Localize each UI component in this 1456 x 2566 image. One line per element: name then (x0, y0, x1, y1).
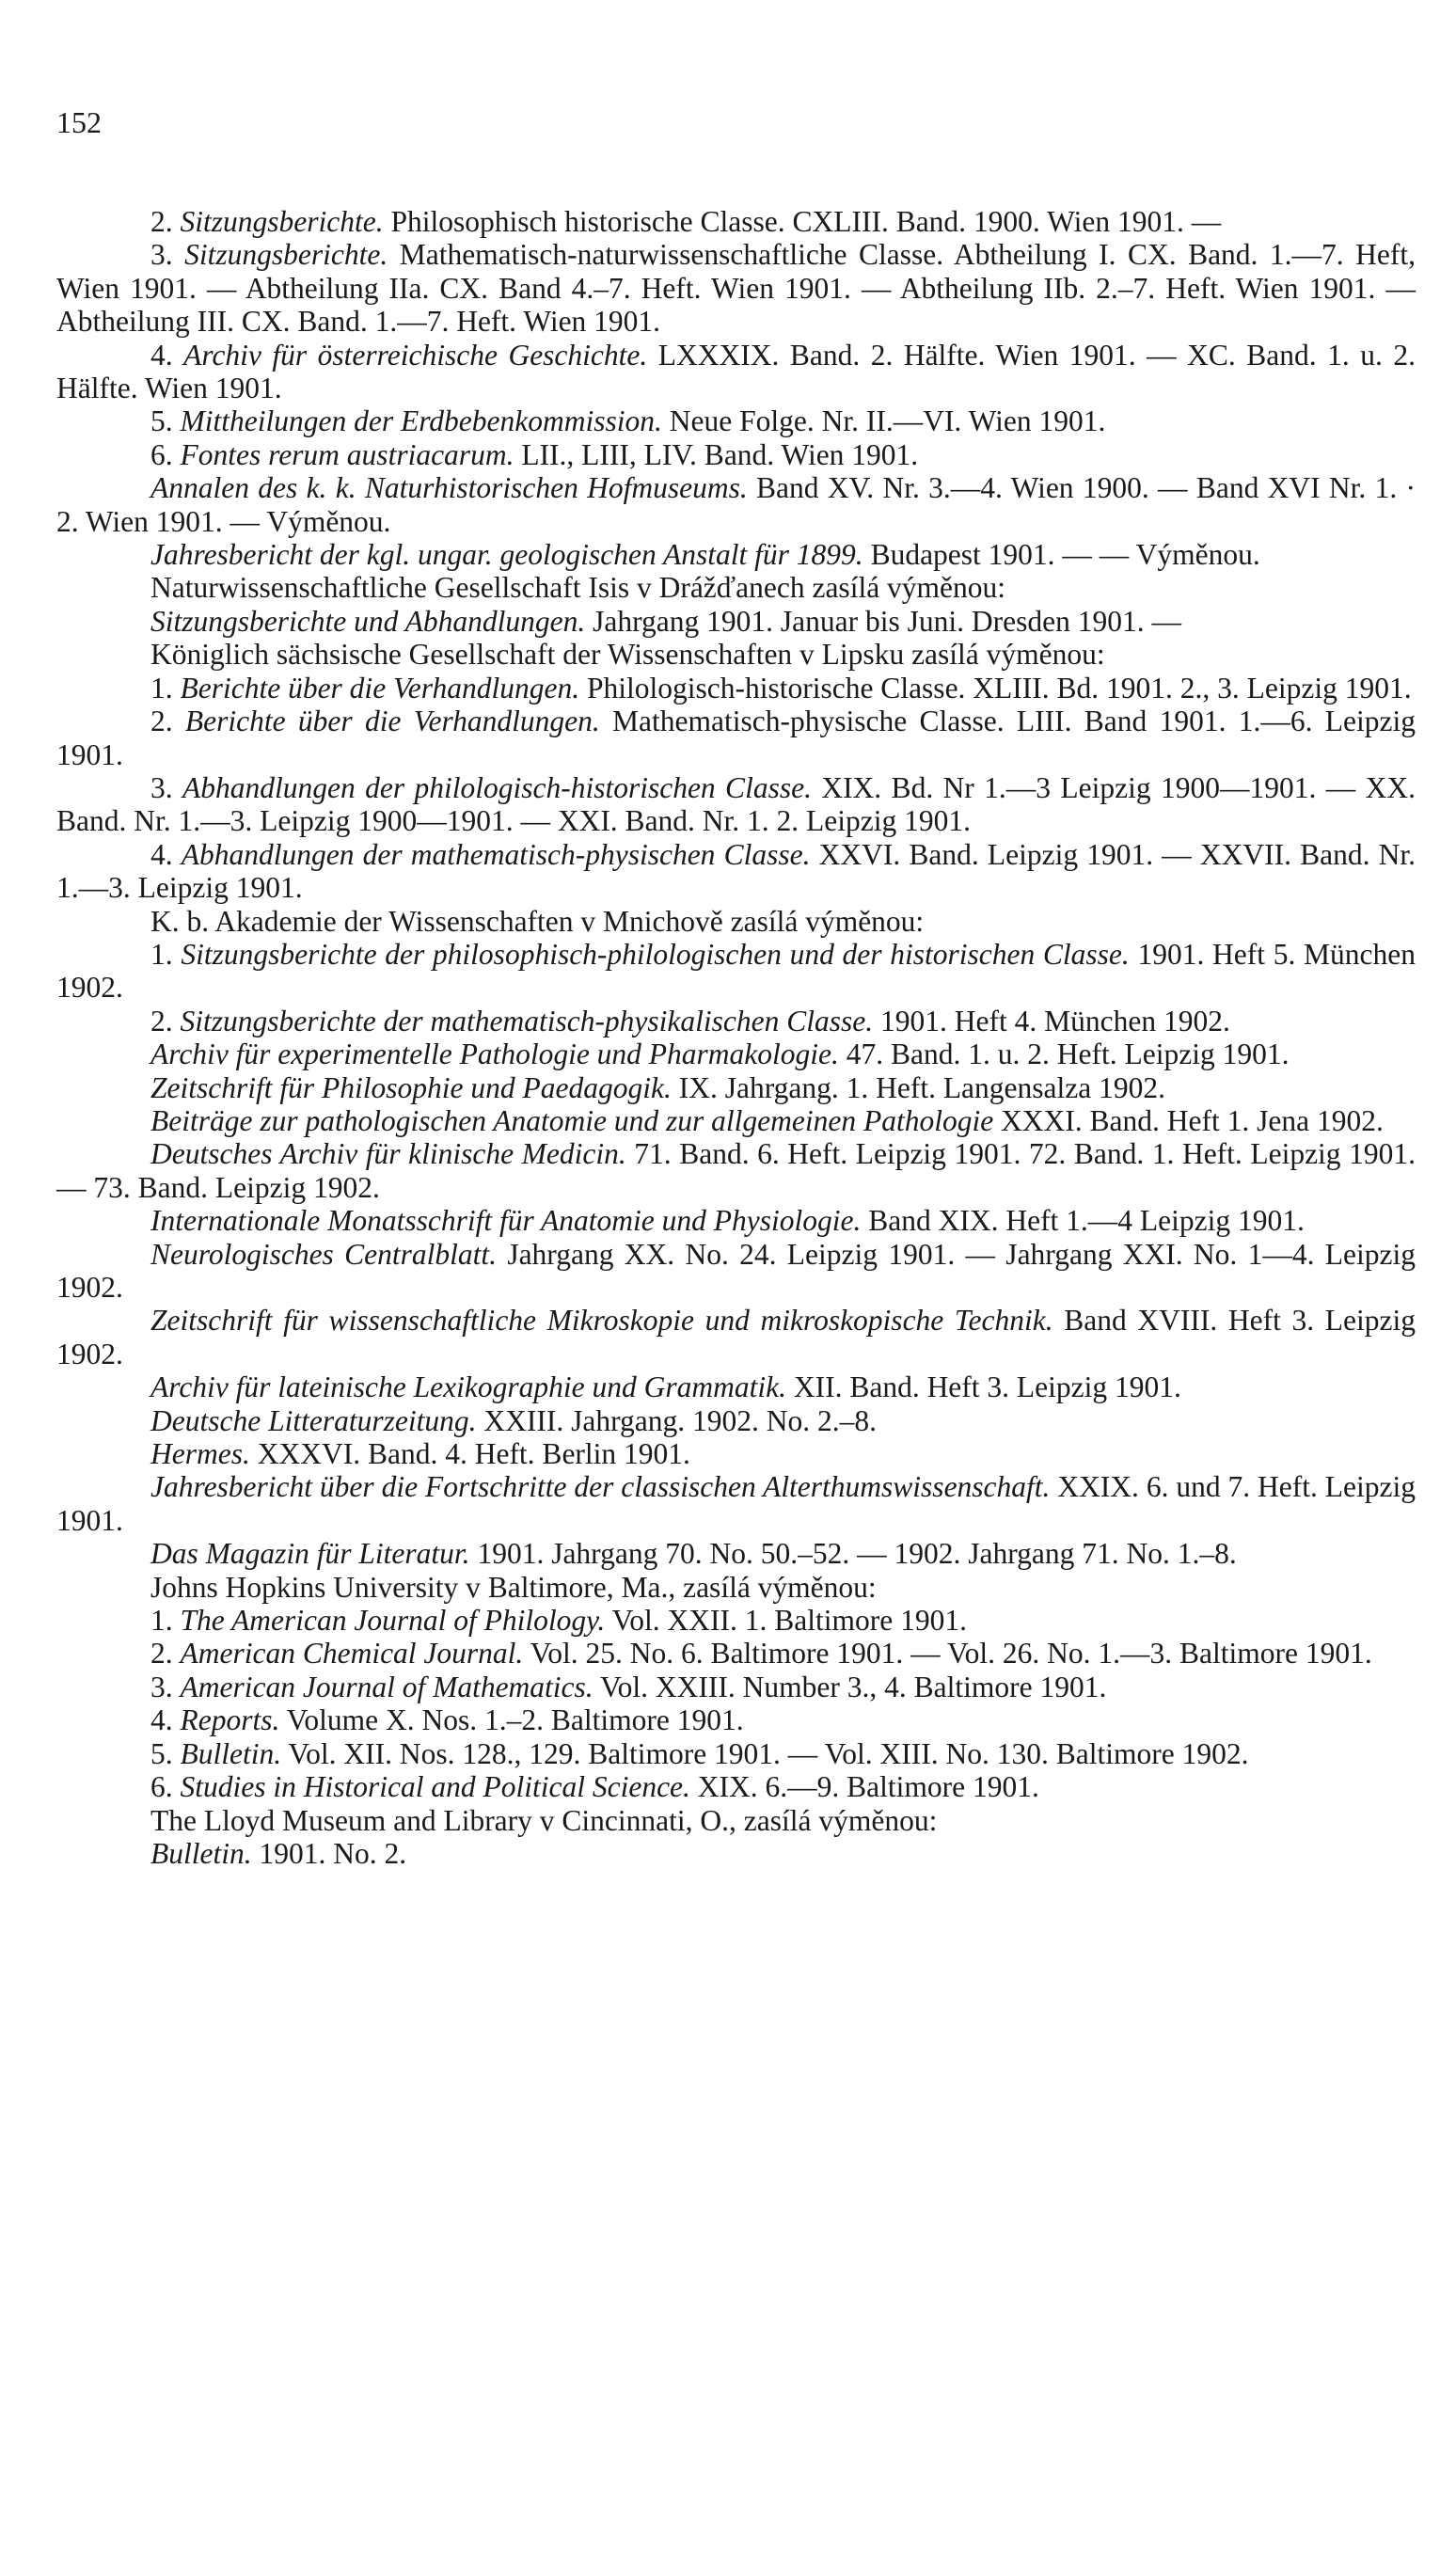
entry-text: XXXVI. Band. 4. Heft. Berlin 1901. (249, 1437, 690, 1471)
entry-text: 4. (150, 1703, 181, 1737)
publication-title: Berichte über die Verhandlungen. (184, 705, 600, 738)
entry-text: 4. (150, 338, 184, 372)
entry-text: LII., LIII, LIV. Band. Wien 1901. (514, 437, 919, 471)
entry-paragraph (56, 1005, 1416, 1037)
entry-text: 5. (150, 404, 181, 438)
entry-text: 1. (150, 937, 182, 971)
publication-title: Annalen des k. k. Naturhistorischen Hofmuseums. (150, 471, 748, 505)
publication-title: Reports. (180, 1703, 280, 1737)
entry-paragraph (56, 1671, 1416, 1703)
entry-paragraph (56, 838, 1416, 905)
entry-text: Band XIX. Heft 1.—4 Leipzig 1901. (861, 1204, 1305, 1238)
publication-title: Internationale Monatsschrift für Anatomie und Physiologie. (150, 1204, 862, 1238)
entry-text: 3. (150, 238, 185, 272)
publication-title: Das Magazin für Literatur. (150, 1537, 470, 1571)
entry-text: Budapest 1901. — — Výměnou. (863, 538, 1260, 572)
entry-paragraph (56, 1470, 1416, 1537)
entry-text: XIX. 6.—9. Baltimore 1901. (689, 1770, 1039, 1804)
entry-text: Volume X. Nos. 1.–2. Baltimore 1901. (279, 1703, 744, 1737)
entry-text: 6. (150, 437, 181, 471)
publication-title: Archiv für lateinische Lexikographie und Grammatik. (150, 1370, 786, 1404)
entry-text: Vol. XXII. 1. Baltimore 1901. (605, 1604, 967, 1638)
publication-title: Archiv für experimentelle Pathologie und Pharmakologie. (150, 1037, 839, 1071)
entry-paragraph (56, 205, 1416, 238)
publication-title: Sitzungsberichte und Abhandlungen. (150, 604, 586, 638)
publication-title: Jahresbericht der kgl. ungar. geologischen Anstalt für 1899. (150, 538, 863, 572)
entry-text: 4. (150, 837, 182, 871)
entry-text: XXIII. Jahrgang. 1902. No. 2.–8. (476, 1403, 877, 1437)
entry-text: IX. Jahrgang. 1. Heft. Langensalza 1902. (671, 1070, 1165, 1104)
entry-paragraph (56, 471, 1416, 538)
entry-paragraph (56, 1604, 1416, 1637)
entry-text: Philologisch-historische Classe. XLIII. Bd. 1901. 2., 3. Leipzig 1901. (579, 671, 1412, 705)
publication-title: Deutsche Litteraturzeitung. (150, 1403, 477, 1437)
entry-text: Vol. XXIII. Number 3., 4. Baltimore 1901. (593, 1670, 1107, 1703)
publication-title: Jahresbericht über die Fortschritte der classischen Alterthumswissenschaft. (150, 1470, 1051, 1504)
entry-text: Naturwissenschaftliche Gesellschaft Isis v Drážďanech zasílá výměnou: (150, 571, 1006, 605)
entry-paragraph (56, 238, 1416, 338)
publication-title: Hermes. (150, 1437, 250, 1471)
entry-text: Vol. 25. No. 6. Baltimore 1901. — Vol. 26. No. 1.—3. Baltimore 1901. (523, 1637, 1372, 1671)
publication-title: Sitzungsberichte der philosophisch-philologischen und der historischen Classe. (181, 937, 1130, 971)
entry-text: Vol. XII. Nos. 128., 129. Baltimore 1901. — Vol. XIII. No. 130. Baltimore 1902. (281, 1736, 1249, 1770)
entry-paragraph (56, 1137, 1416, 1204)
entry-text: Band XVIII. Heft 3. Leipzig 1902. (56, 1304, 1416, 1370)
entry-paragraph (56, 905, 1416, 938)
entry-text: K. b. Akademie der Wissenschaften v Mnichově zasílá výměnou: (150, 904, 925, 938)
entry-text: Jahrgang 1901. Januar bis Juni. Dresden 1901. — (585, 604, 1181, 638)
entry-text: 1901. Heft 4. München 1902. (873, 1004, 1230, 1037)
entry-paragraph (56, 571, 1416, 604)
entry-paragraph (56, 538, 1416, 571)
entry-paragraph (56, 404, 1416, 437)
entry-paragraph (56, 1304, 1416, 1370)
entry-text: 1901. No. 2. (251, 1836, 407, 1870)
entry-text: XIX. Bd. Nr 1.—3 Leipzig 1900—1901. — XX. Band. Nr. 1.—3. Leipzig 1900—1901. — XXI. Band. Nr. 1. 2. Leipzig 1901. (56, 770, 1416, 838)
publication-title: Berichte über die Verhandlungen. (180, 671, 580, 705)
entry-text: Philosophisch historische Classe. CXLIII. Band. 1900. Wien 1901. — (383, 205, 1222, 238)
entry-paragraph (56, 1071, 1416, 1104)
publication-title: Sitzungsberichte. (180, 205, 384, 238)
entry-text: XII. Band. Heft 3. Leipzig 1901. (785, 1370, 1181, 1404)
publication-title: Abhandlungen der mathematisch-physischen Classe. (181, 837, 811, 871)
publication-title: Zeitschrift für Philosophie und Paedagogik. (150, 1070, 672, 1104)
entry-text: 3. (150, 1670, 181, 1703)
entry-text: 47. Band. 1. u. 2. Heft. Leipzig 1901. (838, 1037, 1290, 1071)
entry-text: Johns Hopkins University v Baltimore, Ma., zasílá výměnou: (150, 1570, 877, 1604)
entry-text: 2. (150, 1637, 181, 1671)
publication-title: Beiträge zur pathologischen Anatomie und zur allgemeinen Pathologie (150, 1103, 994, 1137)
entry-text: 2. (150, 1004, 181, 1037)
entry-paragraph (56, 705, 1416, 771)
entry-paragraph (56, 672, 1416, 705)
publication-title: Deutsches Archiv für klinische Medicin. (150, 1137, 626, 1171)
entry-paragraph (56, 605, 1416, 638)
entry-text: XXXI. Band. Heft 1. Jena 1902. (993, 1103, 1384, 1137)
publication-title: Sitzungsberichte. (184, 238, 388, 272)
publication-title: Zeitschrift für wissenschaftliche Mikroskopie und mikroskopische Technik. (150, 1304, 1053, 1338)
entry-paragraph (56, 1437, 1416, 1470)
publication-title: The American Journal of Philology. (180, 1604, 606, 1638)
entry-text: Mathematisch-physische Classe. LIII. Band 1901. 1.—6. Leipzig 1901. (56, 705, 1416, 771)
entry-text: XXVI. Band. Leipzig 1901. — XXVII. Band. Nr. 1.—3. Leipzig 1901. (56, 837, 1416, 905)
entry-paragraph (56, 1104, 1416, 1137)
entry-text: Neue Folge. Nr. II.—VI. Wien 1901. (661, 404, 1106, 438)
entry-text: 3. (150, 770, 182, 804)
entry-paragraph (56, 1770, 1416, 1803)
publication-title: American Chemical Journal. (180, 1637, 524, 1671)
publication-title: Sitzungsberichte der mathematisch-physikalischen Classe. (180, 1004, 874, 1037)
entry-text: 1. (150, 1604, 181, 1638)
entry-text: 5. (150, 1736, 181, 1770)
entry-text: 71. Band. 6. Heft. Leipzig 1901. 72. Band. 1. Heft. Leipzig 1901. — 73. Band. Leipzig 1902. (56, 1137, 1416, 1204)
page-number: 152 (56, 105, 102, 139)
document-body (56, 205, 1416, 1870)
publication-title: Bulletin. (150, 1836, 252, 1870)
entry-text: Königlich sächsische Gesellschaft der Wissenschaften v Lipsku zasílá výměnou: (150, 638, 1105, 672)
entry-text: Jahrgang XX. No. 24. Leipzig 1901. — Jahrgang XXI. No. 1—4. Leipzig 1902. (56, 1237, 1416, 1304)
entry-text: 1. (150, 671, 181, 705)
publication-title: Mittheilungen der Erdbebenkommission. (180, 404, 662, 438)
entry-text: 6. (150, 1770, 181, 1804)
entry-paragraph (56, 938, 1416, 1005)
entry-text: The Lloyd Museum and Library v Cincinnati, O., zasílá výměnou: (150, 1803, 938, 1837)
publication-title: Bulletin. (180, 1736, 282, 1770)
publication-title: Fontes rerum austriacarum. (180, 437, 514, 471)
entry-paragraph (56, 1037, 1416, 1070)
entry-text: Band XV. Nr. 3.—4. Wien 1900. — Band XVI Nr. 1. · 2. Wien 1901. — Výměnou. (56, 471, 1416, 538)
entry-paragraph (56, 771, 1416, 838)
entry-text: LXXXIX. Band. 2. Hälfte. Wien 1901. — XC. Band. 1. u. 2. Hälfte. Wien 1901. (56, 338, 1416, 405)
entry-paragraph (56, 1837, 1416, 1870)
entry-paragraph (56, 1404, 1416, 1437)
entry-text: Mathematisch-naturwissenschaftliche Classe. Abtheilung I. CX. Band. 1.—7. Heft, Wien 1901. — Abtheilung IIa. CX. Band 4.–7. Heft. Wien 1901. — Abtheilung IIb. 2.–7. Heft. Wien 1901. — Abtheilung III. CX. Band. 1.—7. Heft. Wien 1901. (56, 238, 1416, 339)
publication-title: Studies in Historical and Political Science. (180, 1770, 690, 1804)
entry-text: 2. (150, 705, 185, 738)
entry-paragraph (56, 1370, 1416, 1403)
entry-paragraph (56, 1571, 1416, 1604)
publication-title: Archiv für österreichische Geschichte. (183, 338, 648, 372)
entry-paragraph (56, 1737, 1416, 1770)
entry-paragraph (56, 1537, 1416, 1570)
entry-paragraph (56, 339, 1416, 405)
entry-paragraph (56, 1238, 1416, 1305)
entry-paragraph (56, 1703, 1416, 1736)
entry-paragraph (56, 1804, 1416, 1837)
entry-text: 1901. Jahrgang 70. No. 50.–52. — 1902. Jahrgang 71. No. 1.–8. (469, 1537, 1237, 1571)
publication-title: Neurologisches Centralblatt. (150, 1237, 498, 1271)
entry-text: 1901. Heft 5. München 1902. (56, 937, 1416, 1005)
entry-paragraph (56, 638, 1416, 671)
entry-paragraph (56, 1637, 1416, 1670)
entry-paragraph (56, 1204, 1416, 1237)
entry-paragraph (56, 438, 1416, 471)
entry-text: 2. (150, 205, 181, 238)
entry-text: XXIX. 6. und 7. Heft. Leipzig 1901. (56, 1470, 1416, 1537)
publication-title: Abhandlungen der philologisch-historischen Classe. (182, 770, 812, 804)
publication-title: American Journal of Mathematics. (180, 1670, 593, 1703)
